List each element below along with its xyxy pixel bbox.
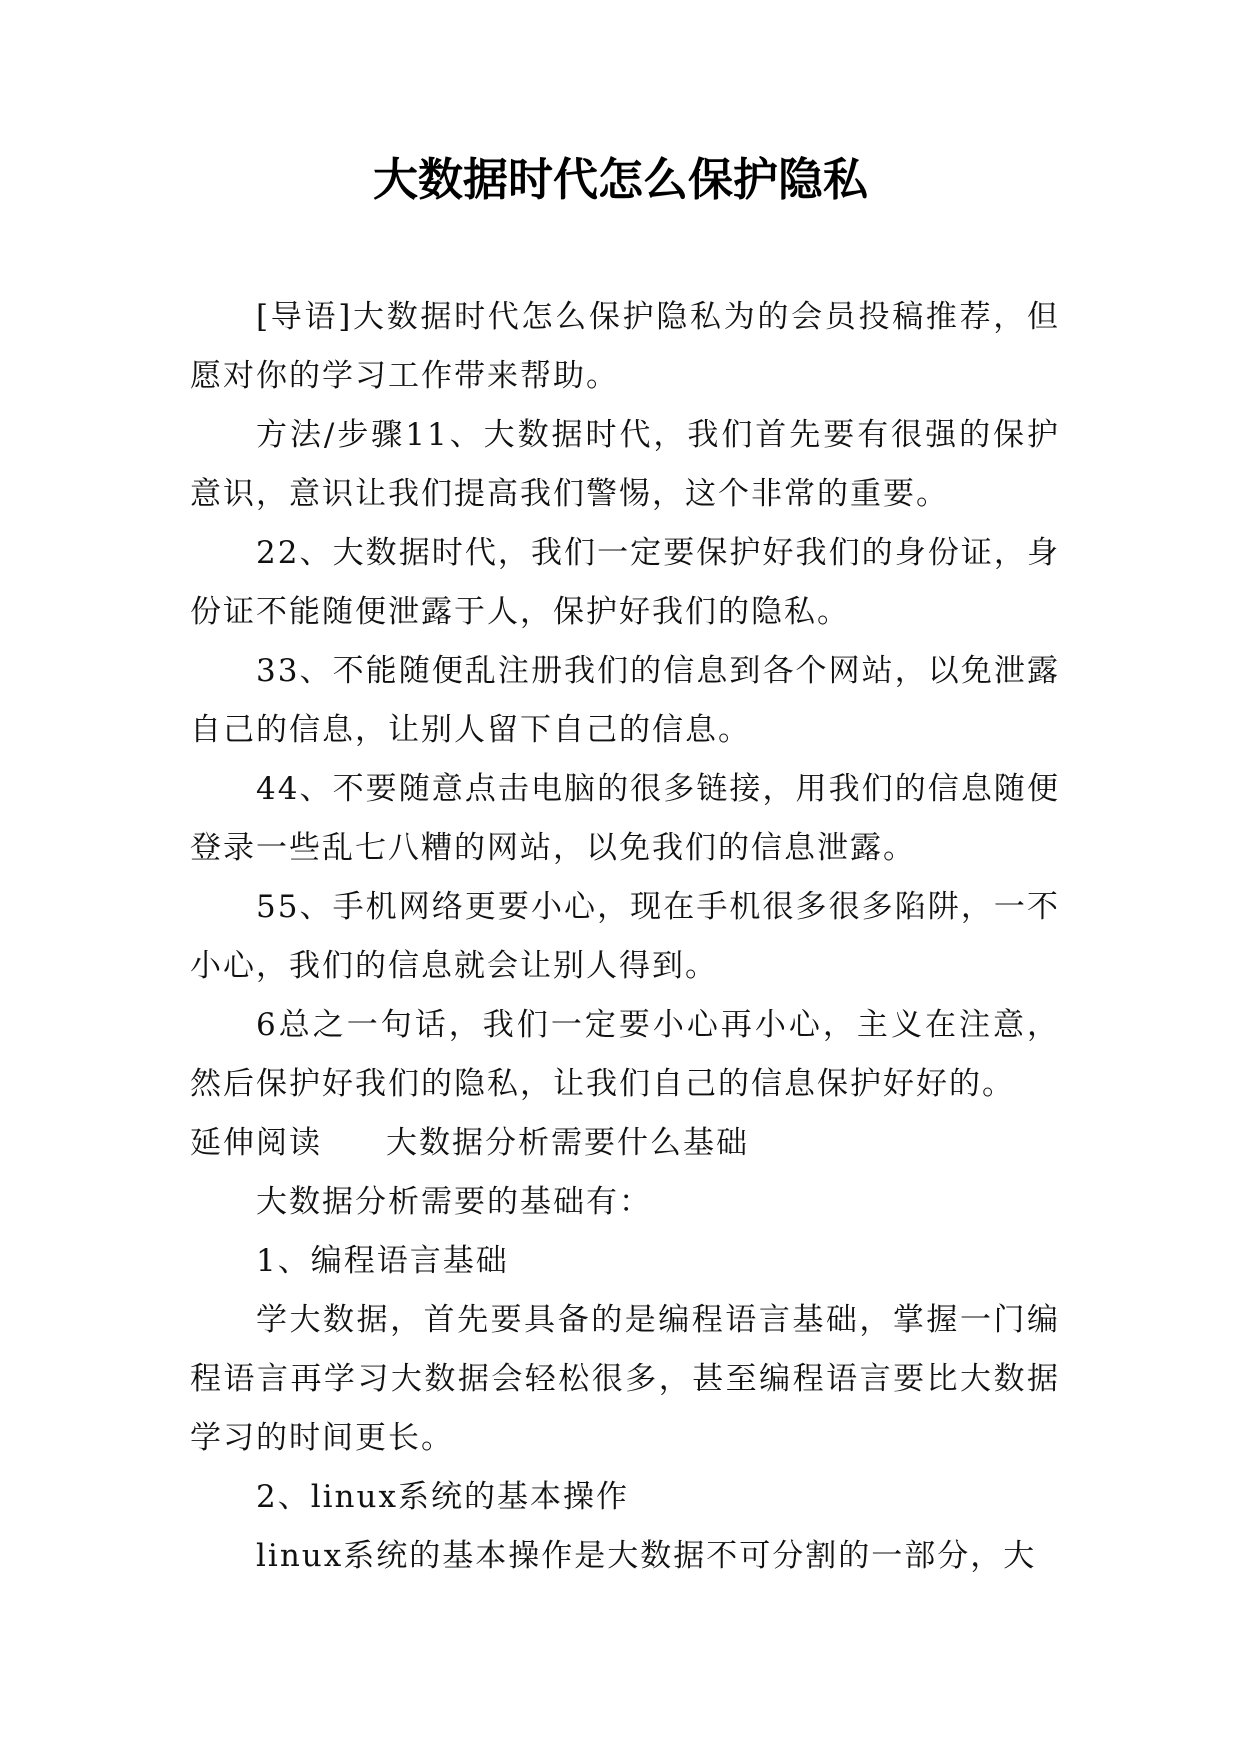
paragraph-linux: linux系统的基本操作是大数据不可分割的一部分，大 xyxy=(256,1538,1037,1574)
paragraph-step-6: 6总之一句话，我们一定要小心再小心，主义在注意，然后保护好我们的隐私，让我们自己的信息保护好好的。 xyxy=(190,1007,1060,1102)
document-body xyxy=(190,288,1060,1586)
paragraph-step-4: 44、不要随意点击电脑的很多链接，用我们的信息随便登录一些乱七八糟的网站，以免我们的信息泄露。 xyxy=(190,771,1060,866)
paragraph-step-1: 方法/步骤11、大数据时代，我们首先要有很强的保护意识，意识让我们提高我们警惕，这个非常的重要。 xyxy=(190,417,1060,512)
paragraph-step-2: 22、大数据时代，我们一定要保护好我们的身份证，身份证不能随便泄露于人，保护好我们的隐私。 xyxy=(190,535,1060,630)
paragraph-step-5: 55、手机网络更要小心，现在手机很多很多陷阱，一不小心，我们的信息就会让别人得到。 xyxy=(190,889,1060,984)
extended-reading-title: 大数据分析需要什么基础 xyxy=(386,1125,749,1161)
heading-linux: 2、linux系统的基本操作 xyxy=(256,1479,629,1515)
paragraph-step-3: 33、不能随便乱注册我们的信息到各个网站，以免泄露自己的信息，让别人留下自己的信息。 xyxy=(190,653,1060,748)
paragraph-basics-intro: 大数据分析需要的基础有： xyxy=(256,1184,652,1220)
heading-programming: 1、编程语言基础 xyxy=(256,1243,509,1279)
page-title: 大数据时代怎么保护隐私 xyxy=(372,153,868,206)
paragraph-intro: [导语]大数据时代怎么保护隐私为的会员投稿推荐，但愿对你的学习工作带来帮助。 xyxy=(190,299,1060,394)
extended-reading-line xyxy=(190,1114,1060,1173)
extended-reading-label: 延伸阅读 xyxy=(190,1125,322,1161)
paragraph-programming: 学大数据，首先要具备的是编程语言基础，掌握一门编程语言再学习大数据会轻松很多，甚至编程语言要比大数据学习的时间更长。 xyxy=(190,1302,1060,1456)
